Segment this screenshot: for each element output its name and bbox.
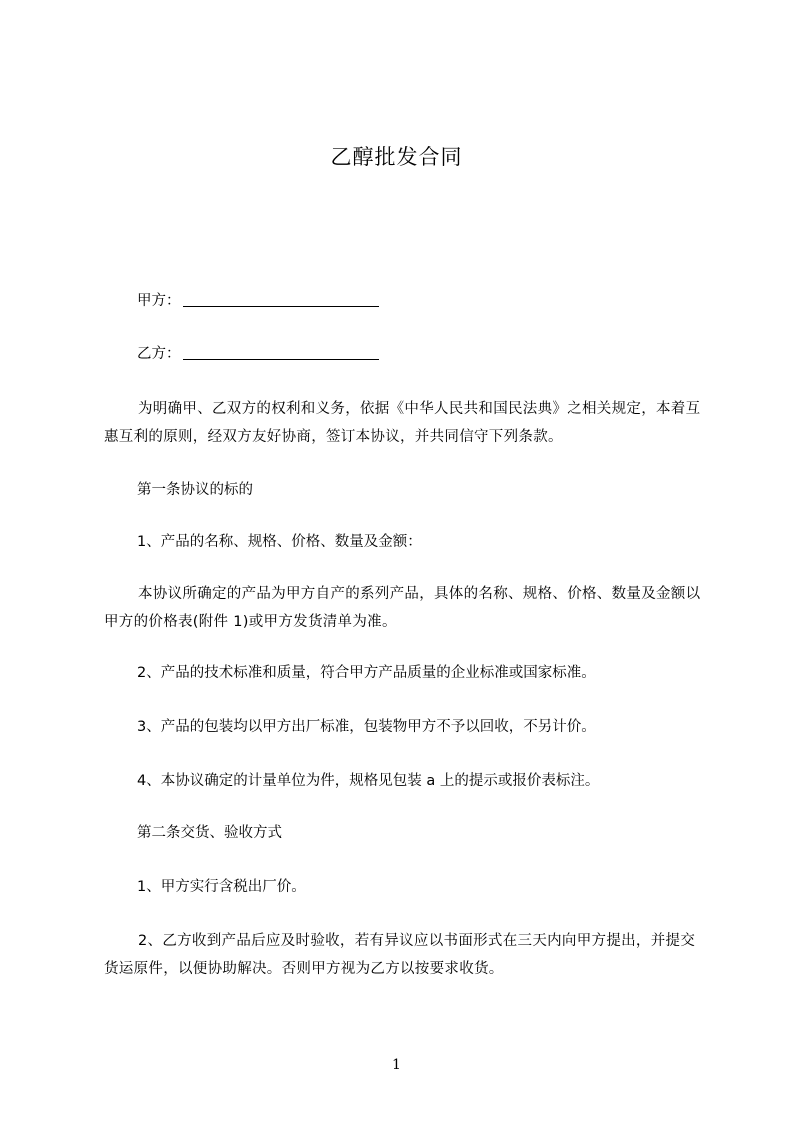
article1-item3: 3、产品的包装均以甲方出厂标准，包装物甲方不予以回收，不另计价。 (137, 719, 596, 735)
document-title: 乙醇批发合同 (330, 145, 463, 169)
party-a-line (137, 291, 379, 311)
article2-heading: 第二条交货、验收方式 (137, 825, 282, 841)
article1-item1-detail: 本协议所确定的产品为甲方自产的系列产品，具体的名称、规格、价格、数量及金额以甲方的价格表(附件 1)或甲方发货清单为准。 (104, 586, 701, 630)
intro-paragraph: 为明确甲、乙双方的权利和义务，依据《中华人民共和国民法典》之相关规定，本着互惠互利的原则，经双方友好协商，签订本协议，并共同信守下列条款。 (104, 401, 701, 445)
article1-item1: 1、产品的名称、规格、价格、数量及金额： (137, 534, 422, 550)
party-b-line (137, 344, 379, 364)
page-number: 1 (392, 1057, 401, 1073)
article1-heading: 第一条协议的标的 (137, 482, 253, 498)
party-b-label: 乙方： (137, 346, 181, 362)
party-a-label: 甲方： (137, 293, 181, 309)
party-b-blank (183, 345, 379, 360)
article2-item2: 2、乙方收到产品后应及时验收，若有异议应以书面形式在三天内向甲方提出，并提交货运原件，以便协助解决。否则甲方视为乙方以按要求收货。 (104, 933, 696, 977)
party-a-blank (183, 292, 379, 307)
article1-item4: 4、本协议确定的计量单位为件，规格见包装 a 上的提示或报价表标注。 (137, 773, 600, 789)
article1-item2: 2、产品的技术标准和质量，符合甲方产品质量的企业标准或国家标准。 (137, 665, 596, 681)
article2-item1: 1、甲方实行含税出厂价。 (137, 879, 306, 895)
